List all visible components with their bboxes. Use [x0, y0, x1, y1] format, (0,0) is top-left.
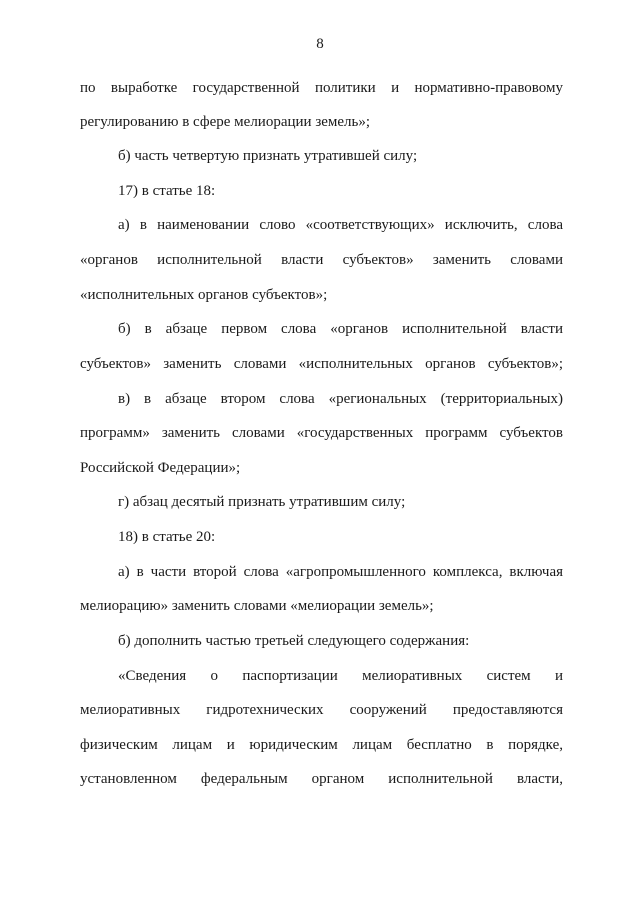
- page-number: 8: [316, 36, 324, 52]
- text-line: субъектов» заменить словами «исполнительных органов субъектов»;: [80, 356, 563, 372]
- text-line: программ» заменить словами «государственных программ субъектов: [80, 425, 563, 441]
- text-line: а) в части второй слова «агропромышленного комплекса, включая: [118, 564, 563, 580]
- text-line: г) абзац десятый признать утратившим силу;: [118, 494, 406, 510]
- text-line: б) дополнить частью третьей следующего содержания:: [118, 633, 470, 649]
- text-line: а) в наименовании слово «соответствующих» исключить, слова: [118, 217, 563, 233]
- text-line: б) часть четвертую признать утратившей силу;: [118, 148, 418, 164]
- text-line: мелиоративных гидротехнических сооружений предоставляются: [80, 702, 563, 718]
- text-line: по выработке государственной политики и нормативно-правовому: [80, 80, 563, 96]
- text-line: «органов исполнительной власти субъектов» заменить словами: [80, 252, 563, 268]
- text-line: мелиорацию» заменить словами «мелиорации земель»;: [80, 598, 434, 614]
- text-line: физическим лицам и юридическим лицам бесплатно в порядке,: [80, 737, 563, 753]
- text-line: в) в абзаце втором слова «региональных (территориальных): [118, 391, 563, 407]
- text-line: регулированию в сфере мелиорации земель»;: [80, 114, 371, 130]
- text-line: «исполнительных органов субъектов»;: [80, 287, 328, 303]
- text-line: 18) в статье 20:: [118, 529, 216, 545]
- text-line: б) в абзаце первом слова «органов исполнительной власти: [118, 321, 563, 337]
- text-line: установленном федеральным органом исполнительной власти,: [80, 771, 563, 787]
- text-line: «Сведения о паспортизации мелиоративных систем и: [118, 668, 563, 684]
- text-line: Российской Федерации»;: [80, 460, 241, 476]
- text-line: 17) в статье 18:: [118, 183, 216, 199]
